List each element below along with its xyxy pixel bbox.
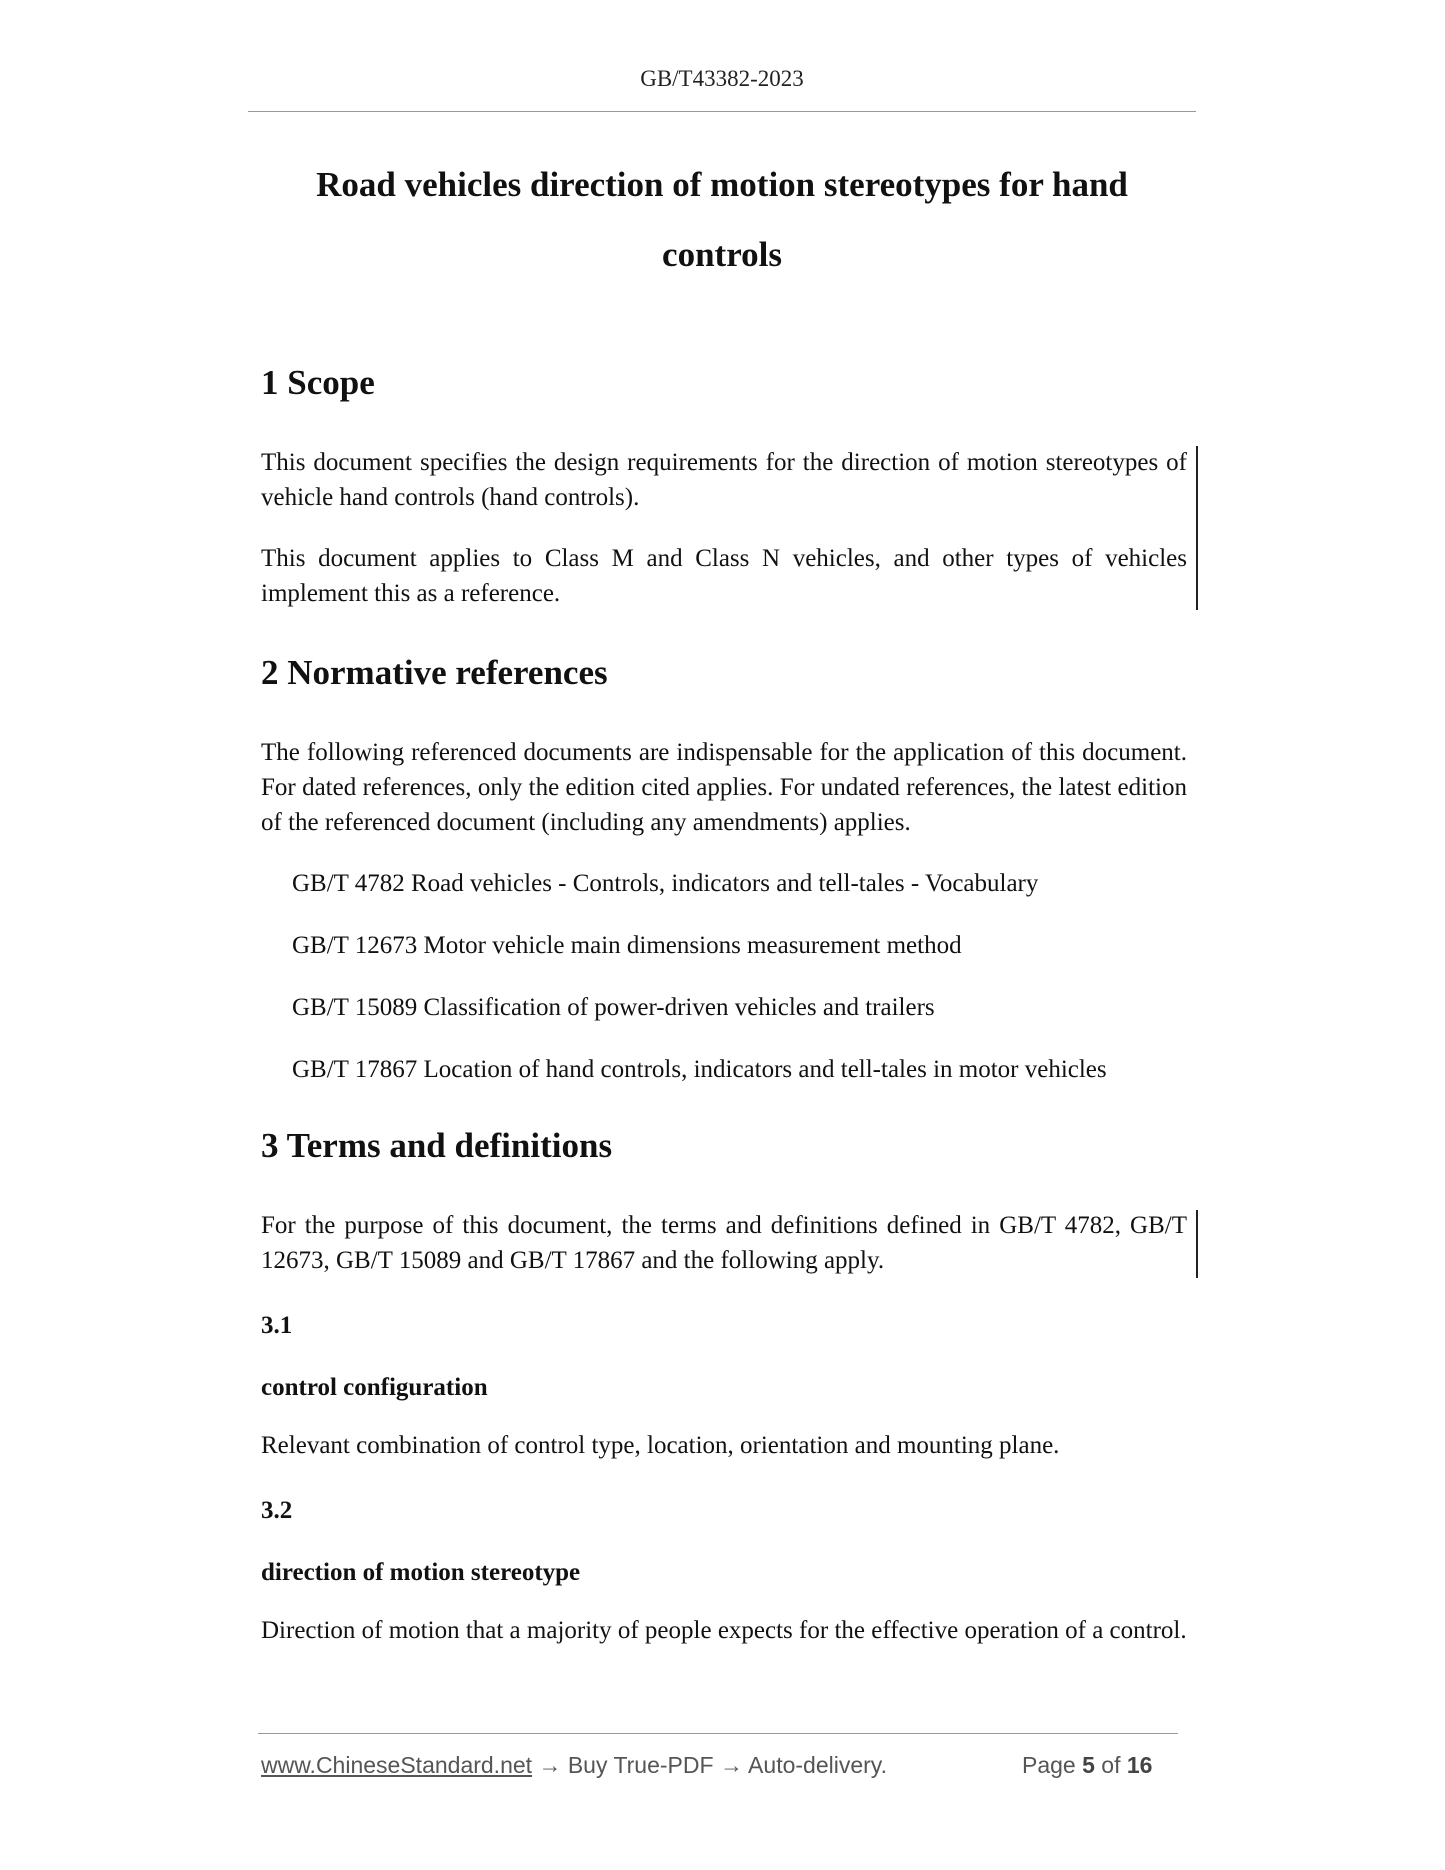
reference-item-2: GB/T 12673 Motor vehicle main dimensions measurement method [292,932,962,959]
chinesestandard-link[interactable]: www.ChineseStandard.net [261,1752,533,1778]
reference-item-4: GB/T 17867 Location of hand controls, indicators and tell-tales in motor vehicles [292,1056,1107,1083]
scope-paragraph-2: This document applies to Class M and Class N vehicles, and other types of vehicles implement this as a reference. [261,545,1187,607]
scope-paragraph-1: This document specifies the design requirements for the direction of motion stereotypes of vehicle hand controls (hand controls). [261,449,1187,511]
title-line-2: controls [662,235,782,274]
document-title [248,150,1196,290]
footer-buy-text: → Buy True-PDF [538,1752,720,1778]
term-definition: Relevant combination of control type, location, orientation and mounting plane. [261,1432,1060,1459]
footer-promo [261,1752,887,1779]
of-label: of [1101,1752,1121,1778]
title-line-1: Road vehicles direction of motion stereotypes for hand [316,165,1128,204]
footer-divider [258,1733,1178,1734]
section-2-heading: 2 Normative references [261,653,608,692]
change-bar [1196,446,1198,610]
header-divider [248,111,1196,112]
reference-item-3: GB/T 15089 Classification of power-driven vehicles and trailers [292,994,935,1021]
page-total: 16 [1126,1752,1153,1778]
term-name: direction of motion stereotype [261,1559,581,1586]
section-1-heading: 1 Scope [261,363,375,402]
running-header: GB/T43382-2023 [640,66,804,91]
section-3-heading: 3 Terms and definitions [261,1126,613,1165]
term-number: 3.1 [261,1312,293,1339]
page-label: Page [1022,1752,1076,1778]
term-name: control configuration [261,1374,488,1401]
terms-intro-paragraph: For the purpose of this document, the terms and definitions defined in GB/T 4782, GB/T 12673, GB/T 15089 and GB/T 17867 and the following apply. [261,1212,1187,1274]
change-bar [1196,1210,1198,1278]
reference-item-1: GB/T 4782 Road vehicles - Controls, indicators and tell-tales - Vocabulary [292,870,1039,897]
page-indicator [1022,1752,1152,1779]
footer-delivery-text: → Auto-delivery. [719,1752,887,1778]
references-intro-paragraph: The following referenced documents are indispensable for the application of this document. For dated references, only the edition cited applies. For undated references, the latest edition of the referenced document (including any amendments) applies. [261,739,1187,836]
term-definition: Direction of motion that a majority of people expects for the effective operation of a control. [261,1617,1187,1644]
term-number: 3.2 [261,1497,293,1524]
page-number: 5 [1082,1752,1095,1778]
